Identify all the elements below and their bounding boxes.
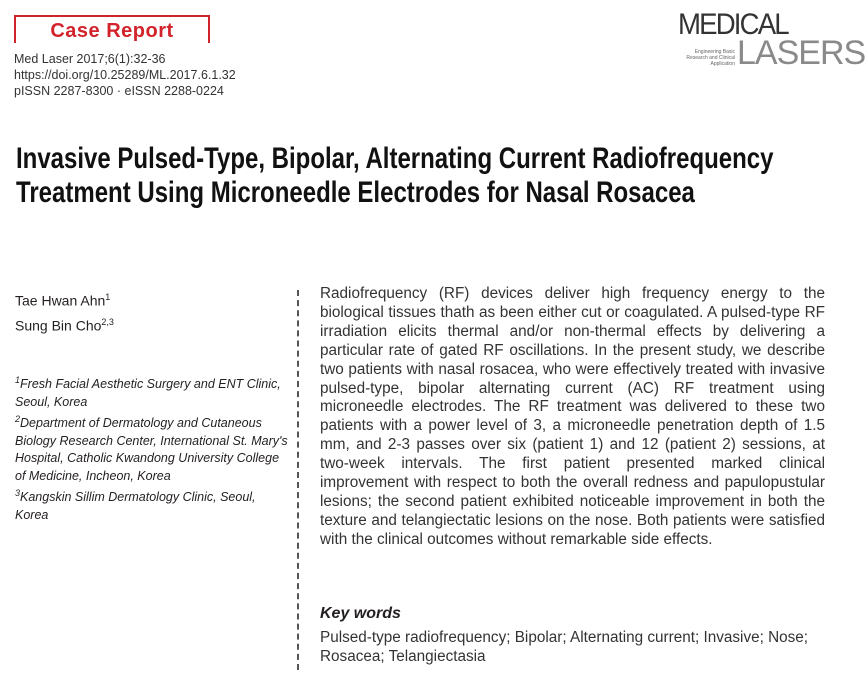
citation: Med Laser 2017;6(1):32-36 (14, 52, 166, 66)
article-type: Case Report (50, 20, 174, 42)
affiliations (15, 372, 290, 524)
logo-line1: MEDICAL (678, 8, 788, 41)
author: Tae Hwan Ahn$^1$ (15, 292, 111, 309)
keywords: Pulsed-type radiofrequency; Bipolar; Alternating current; Invasive; Nose; Rosacea; Telangiectasia (320, 629, 809, 665)
logo-tagline: Engineering Basic Research and Clinical Application (686, 49, 735, 67)
citation-block (14, 51, 236, 99)
authors (15, 287, 114, 336)
column-divider (297, 290, 299, 670)
affiliation: $^2$Department of Dermatology and Cutaneous Biology Research Center, International St. Mary's Hospital, Catholic Kwandong University College of Medicine, Incheon, Korea (15, 414, 288, 483)
doi-link[interactable]: https://doi.org/10.25289/ML.2017.6.1.32 (14, 68, 236, 82)
abstract: Radiofrequency (RF) devices deliver high frequency energy to the biological tissues thath as been either cut or coagulated. A pulsed-type RF irradiation elicits thermal and/or non-thermal effects by delivering a particular rate of gated RF oscillations. In the present study, we describe two patients with nasal rosacea, who were effectively treated with invasive pulsed-type, bipolar alternating current (AC) RF treatment using microneedle electrodes. The RF treatment was delivered to these two patients with a power level of 3, a microneedle penetration depth of 1.5 mm, and 2-3 passes over six (patient 1) and 12 (patient 2) sessions, at two-week intervals. The first patient presented marked clinical improvement with respect to both the overall redness and papulopustular lesions; the second patient exhibited noticeable improvement in both the texture and telangiectatic lesions on the nose. Both patients were satisfied with the clinical outcomes without remarkable side effects. (320, 285, 825, 548)
affiliation: $^1$Fresh Facial Aesthetic Surgery and ENT Clinic, Seoul, Korea (15, 375, 281, 409)
keywords-heading: Key words (320, 605, 401, 622)
article-type-box (14, 15, 210, 43)
issn: pISSN 2287-8300 · eISSN 2288-0224 (14, 84, 224, 98)
journal-logo (675, 8, 865, 72)
logo-line2: LASERS (737, 34, 865, 72)
article-title: Invasive Pulsed-Type, Bipolar, Alternating Current Radiofrequency Treatment Using Microneedle Electrodes for Nasal Rosacea (16, 142, 774, 209)
author: Sung Bin Cho$^{2,3}$ (15, 316, 114, 334)
affiliation: $^3$Kangskin Sillim Dermatology Clinic, Seoul, Korea (15, 488, 256, 522)
